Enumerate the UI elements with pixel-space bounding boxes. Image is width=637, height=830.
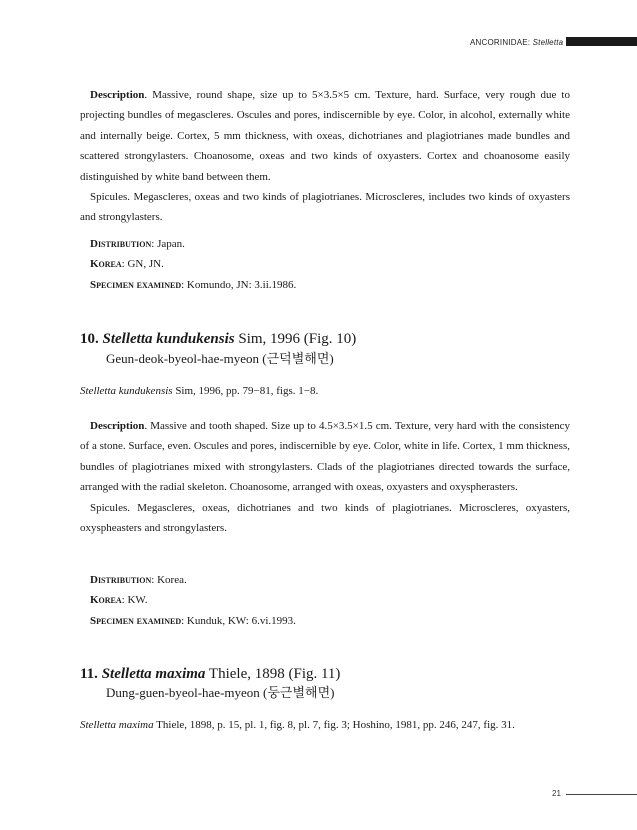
species-10-reference (80, 383, 318, 399)
species-10-distribution-label: Distribution (90, 574, 152, 586)
distribution-block (80, 234, 570, 295)
footer-rule (566, 794, 637, 795)
species-10-distribution-value: : Korea. (151, 574, 187, 586)
specimen-line (80, 275, 570, 295)
spicules-paragraph: Spicules. Megascleres, oxeas and two kinds of plagiotrianes. Microscleres, includes two kinds of oxyasters and strongylasters. (80, 191, 570, 224)
species-10-korea-value: : KW. (121, 594, 148, 607)
specimen-value: : Komundo, JN: 3.ii.1986. (181, 278, 297, 291)
species-10-ref-name: Stelletta kundukensis (80, 385, 173, 397)
species-10-description-label: Description (90, 420, 145, 432)
distribution-line (80, 234, 570, 254)
distribution-label: Distribution (90, 238, 152, 250)
species-10-description-paragraph (80, 416, 570, 498)
header-bar (566, 37, 637, 46)
species-10-distribution-block (80, 570, 570, 631)
species-10-ref-text: Sim, 1996, pp. 79−81, figs. 1−8. (172, 385, 319, 397)
species-10-specimen-value: : Kunduk, KW: 6.vi.1993. (181, 614, 296, 627)
species-10-author: Sim, 1996 (Fig. 10) (234, 331, 357, 347)
species-10-distribution-line (80, 570, 570, 590)
description-block (80, 85, 570, 228)
page-number: 21 (552, 789, 561, 798)
species-11-common-name: Dung-guen-byeol-hae-myeon (둥근별해면) (106, 685, 335, 700)
species-11-number: 11. (80, 666, 98, 682)
species-10-korea-label: Korea (90, 594, 122, 607)
korea-line (80, 254, 570, 274)
species-11-ref-text: Thiele, 1898, p. 15, pl. 1, fig. 8, pl. 7, fig. 3; Hoshino, 1981, pp. 246, 247, fig. 31. (153, 719, 515, 731)
species-10-description-text: . Massive and tooth shaped. Size up to 4.5×3.5×1.5 cm. Texture, very hard with the consistency of a stone. Surface, even. Oscules and pores, indiscernible by eye. Color, white in life. Cortex, 1 mm thickness, bundles of plagiotrianes mixed with strongylasters. Clads of the plagiotrianes directed towards the surface, arranged with the radial skeleton. Choanosome, arranged with oxeas, oxyasters and oxyspherasters. (80, 420, 570, 494)
species-10-number: 10. (80, 331, 99, 347)
header-genus: Stelletta (532, 38, 564, 47)
specimen-label: Specimen examined (90, 278, 182, 291)
species-10-heading (80, 329, 356, 349)
running-header (470, 38, 563, 47)
species-11-heading (80, 664, 340, 684)
description-text: . Massive, round shape, size up to 5×3.5×5 cm. Texture, hard. Surface, very rough due to projecting bundles of megascleres. Oscules and pores, indiscernible by eye. Color, in alcohol, externally white and internally beige. Cortex, 5 mm thickness, with oxeas, dichotrianes and plagiotrianes made bundles and scattered strongylasters. Choanosome, oxeas and two kinds of oxyasters. Cortex and choanosome easily distinguished by white band between them. (80, 89, 570, 183)
species-10-common-name: Geun-deok-byeol-hae-myeon (근덕별해면) (106, 351, 334, 366)
species-10-specimen-label: Specimen examined (90, 614, 182, 627)
species-11-reference (80, 717, 515, 733)
species-10-description-block (80, 416, 570, 538)
header-family: ANCORINIDAE: (470, 38, 531, 47)
species-10-name: Stelletta kundukensis (102, 331, 235, 347)
korea-label: Korea (90, 258, 122, 271)
species-10-spicules-paragraph: Spicules. Megascleres, oxeas, dichotrianes and two kinds of plagiotrianes. Microscleres, oxyasters, oxyspheasters and strongylasters. (80, 501, 570, 535)
species-10-korea-line (80, 590, 570, 610)
species-11-name: Stelletta maxima (101, 666, 206, 682)
species-11-ref-name: Stelletta maxima (80, 719, 154, 731)
description-label: Description (90, 89, 145, 101)
species-10-specimen-line (80, 611, 570, 631)
species-11-author: Thiele, 1898 (Fig. 11) (205, 666, 341, 682)
korea-value: : GN, JN. (121, 258, 164, 271)
distribution-value: : Japan. (151, 238, 185, 250)
description-paragraph (80, 85, 570, 187)
